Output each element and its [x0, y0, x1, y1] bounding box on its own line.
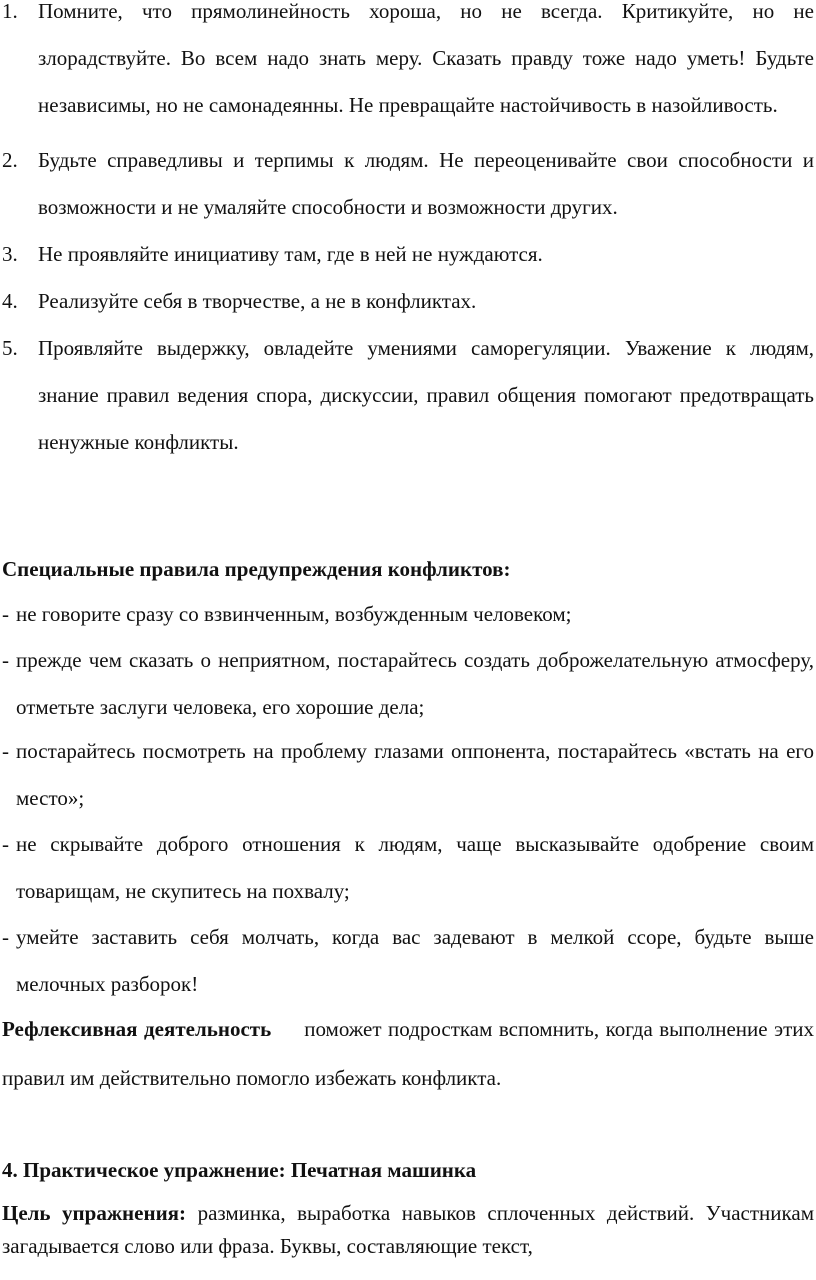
rule-item [0, 821, 814, 915]
list-item [0, 278, 816, 325]
rule-text: умейте заставить себя молчать, когда вас задевают в мелкой ссоре, будьте выше мелочных разборок! [16, 925, 814, 996]
reflexive-lead: Рефлексивная деятельность [2, 1017, 272, 1041]
list-item [0, 137, 816, 231]
rule-text: прежде чем сказать о неприятном, постарайтесь создать доброжелательную атмосферу, отметьте заслуги человека, его хорошие дела; [16, 648, 814, 719]
item-number: 1. [2, 0, 18, 23]
rule-item [0, 914, 814, 1008]
rule-dash: - [2, 739, 9, 763]
rule-text: не говорите сразу со взвинченным, возбужденным человеком; [16, 602, 572, 626]
rule-item [0, 637, 814, 731]
item-text: Проявляйте выдержку, овладейте умениями саморегуляции. Уважение к людям, знание правил ведения спора, дискуссии, правил общения помогают предотвращать ненужные конфликты. [38, 336, 814, 454]
rule-item [0, 728, 814, 822]
item-text: Не проявляйте инициативу там, где в ней не нуждаются. [38, 242, 543, 266]
goal-label: Цель упражнения: [2, 1201, 187, 1225]
item-number: 5. [2, 336, 18, 360]
list-item [0, 325, 816, 466]
list-item [0, 0, 816, 129]
exercise-title: 4. Практическое упражнение: Печатная машинка [2, 1158, 477, 1182]
list-item [0, 231, 816, 278]
reflexive-paragraph [2, 1005, 814, 1103]
rule-dash: - [2, 832, 9, 856]
item-text: Помните, что прямолинейность хороша, но не всегда. Критикуйте, но не злорадствуйте. Во всем надо знать меру. Сказать правду тоже надо уметь! Будьте независимы, но не самонадеянны. Не превращайте настойчивость в назойливость. [38, 0, 814, 117]
item-number: 3. [2, 242, 18, 266]
goal-text: разминка, выработка навыков сплоченных действий. Участникам загадывается слово или фраза. Буквы, составляющие текст, [2, 1201, 814, 1258]
reflexive-text: поможет подросткам вспомнить, когда выполнение этих правил им действительно помогло избежать конфликта. [2, 1017, 815, 1090]
rule-dash: - [2, 602, 9, 626]
numbered-list [0, 0, 816, 466]
rule-dash: - [2, 925, 9, 949]
rule-text: постарайтесь посмотреть на проблему глазами оппонента, постарайтесь «встать на его место»; [16, 739, 814, 810]
item-text: Будьте справедливы и терпимы к людям. Не переоценивайте свои способности и возможности и не умаляйте способности и возможности других. [38, 148, 814, 219]
item-number: 4. [2, 289, 18, 313]
item-text: Реализуйте себя в творчестве, а не в конфликтах. [38, 289, 477, 313]
exercise-goal [2, 1197, 814, 1263]
section-heading: Специальные правила предупреждения конфликтов: [2, 557, 511, 581]
item-number: 2. [2, 148, 18, 172]
rule-dash: - [2, 648, 9, 672]
rule-text: не скрывайте доброго отношения к людям, чаще высказывайте одобрение своим товарищам, не скупитесь на похвалу; [16, 832, 814, 903]
rule-item [0, 591, 814, 638]
